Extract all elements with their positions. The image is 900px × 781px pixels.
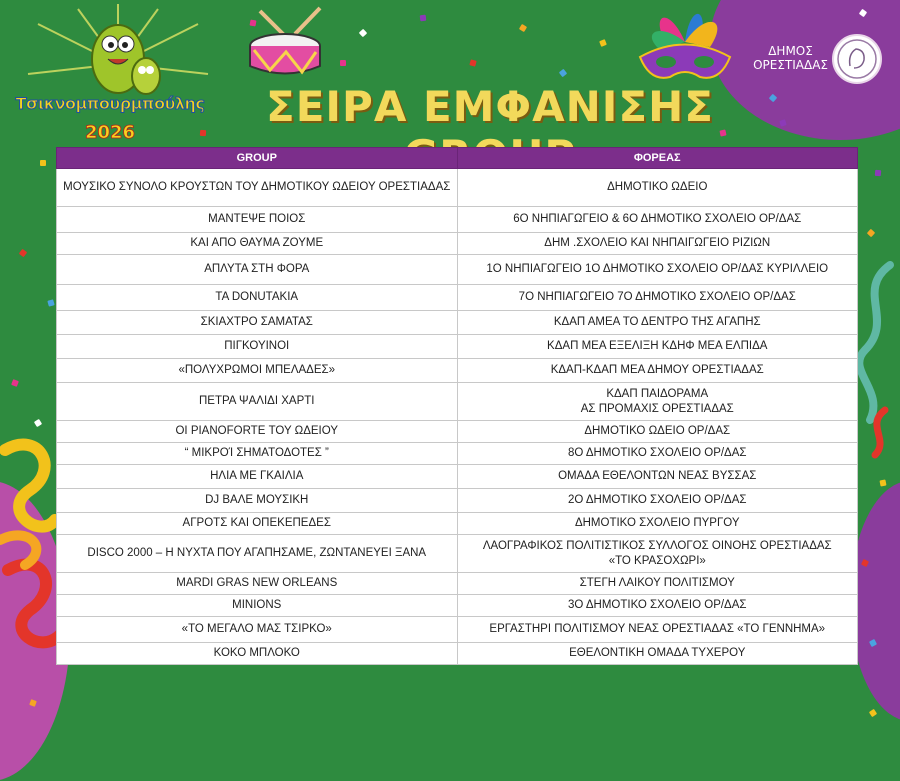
cell-group-name: DISCO 2000 – Η ΝΥΧΤΑ ΠΟΥ ΑΓΑΠΗΣΑΜΕ, ΖΩΝΤΑΝΕΥΕΙ ΞΑΝΑ (57, 535, 458, 573)
confetti-piece (34, 419, 42, 427)
cell-group-name: MARDI GRAS NEW ORLEANS (57, 573, 458, 595)
cell-organization: ΔΗΜΟΤΙΚΟ ΣΧΟΛΕΙΟ ΠΥΡΓΟΥ (457, 513, 858, 535)
confetti-piece (11, 379, 19, 387)
brand-logo-text: Τσικνομπουρμπούλης (15, 94, 205, 113)
table-row (57, 421, 858, 443)
confetti-piece (47, 299, 54, 306)
cell-organization: 8Ο ΔΗΜΟΤΙΚΟ ΣΧΟΛΕΙΟ ΟΡ/ΔΑΣ (457, 443, 858, 465)
cell-organization: ΕΡΓΑΣΤΗΡΙ ΠΟΛΙΤΙΣΜΟΥ ΝΕΑΣ ΟΡΕΣΤΙΑΔΑΣ «ΤΟ ΓΕΝΝΗΜΑ» (457, 617, 858, 643)
cell-group-name: «ΤΟ ΜΕΓΑΛΟ ΜΑΣ ΤΣΙΡΚΟ» (57, 617, 458, 643)
table-row (57, 169, 858, 207)
table-row (57, 513, 858, 535)
table-row (57, 465, 858, 489)
cell-group-name: ΑΠΛΥΤΑ ΣΤΗ ΦΟΡΑ (57, 255, 458, 285)
confetti-piece (40, 160, 46, 166)
confetti-piece (420, 15, 427, 22)
drum-icon (240, 6, 330, 81)
cell-group-name: ΠΕΤΡΑ ΨΑΛΙΔΙ ΧΑΡΤΙ (57, 383, 458, 421)
page-title: ΣΕΙΡΑ ΕΜΦΑΝΙΣΗΣ (266, 82, 714, 131)
cell-organization: ΔΗΜΟΤΙΚΟ ΩΔΕΙΟ (457, 169, 858, 207)
table-row (57, 359, 858, 383)
cell-group-name: ΑΓΡΟΤΣ ΚΑΙ ΟΠΕΚΕΠΕΔΕΣ (57, 513, 458, 535)
cell-group-name: MINIONS (57, 595, 458, 617)
confetti-piece (19, 249, 27, 257)
confetti-piece (599, 39, 607, 47)
cell-organization: ΚΔΑΠ-ΚΔΑΠ ΜΕΑ ΔΗΜΟΥ ΟΡΕΣΤΙΑΔΑΣ (457, 359, 858, 383)
cell-group-name: «ΠΟΛΥΧΡΩΜΟΙ ΜΠΕΛΑΔΕΣ» (57, 359, 458, 383)
table-row (57, 617, 858, 643)
cell-group-name: DJ ΒΑΛΕ ΜΟΥΣΙΚΗ (57, 489, 458, 513)
confetti-piece (340, 60, 346, 66)
cell-organization: ΚΔΑΠ ΠΑΙΔΟΡΑΜΑ ΑΣ ΠΡΟΜΑΧΙΣ ΟΡΕΣΤΙΑΔΑΣ (457, 383, 858, 421)
cell-organization: ΕΘΕΛΟΝΤΙΚΗ ΟΜΑΔΑ ΤΥΧΕΡΟΥ (457, 643, 858, 665)
confetti-piece (359, 29, 367, 37)
cell-organization: 3Ο ΔΗΜΟΤΙΚΟ ΣΧΟΛΕΙΟ ΟΡ/ΔΑΣ (457, 595, 858, 617)
cell-group-name: ΤΑ DONUTAKIA (57, 285, 458, 311)
confetti-piece (869, 709, 877, 717)
table-row (57, 595, 858, 617)
cell-organization: 2Ο ΔΗΜΟΤΙΚΟ ΣΧΟΛΕΙΟ ΟΡ/ΔΑΣ (457, 489, 858, 513)
table-row (57, 207, 858, 233)
schedule-table-container (56, 147, 858, 665)
confetti-piece (875, 170, 882, 177)
cell-group-name: ΚΑΙ ΑΠΟ ΘΑΥΜΑ ΖΟΥΜΕ (57, 233, 458, 255)
brand-logo-year: 2026 (84, 122, 136, 143)
column-header-group: GROUP (57, 148, 458, 169)
cell-organization: ΚΔΑΠ ΑΜΕΑ ΤΟ ΔΕΝΤΡΟ ΤΗΣ ΑΓΑΠΗΣ (457, 311, 858, 335)
cell-organization: ΔΗΜ .ΣΧΟΛΕΙΟ ΚΑΙ ΝΗΠΑΙΓΩΓΕΙΟ ΡΙΖΙΩΝ (457, 233, 858, 255)
table-header-row (57, 148, 858, 169)
confetti-piece (867, 229, 875, 237)
table-row (57, 573, 858, 595)
table-body (57, 169, 858, 665)
cell-organization: ΔΗΜΟΤΙΚΟ ΩΔΕΙΟ ΟΡ/ΔΑΣ (457, 421, 858, 443)
table-row (57, 643, 858, 665)
table-row (57, 535, 858, 573)
cell-group-name: ΗΛΙΑ ΜΕ ΓΚΑΙΛΙΑ (57, 465, 458, 489)
confetti-piece (519, 24, 527, 32)
carnival-mask-icon (630, 2, 740, 92)
cell-organization: ΚΔΑΠ ΜΕΑ ΕΞΕΛΙΞΗ ΚΔΗΦ ΜΕΑ ΕΛΠΙΔΑ (457, 335, 858, 359)
cell-group-name: “ ΜΙΚΡΟΊ ΣΗΜΑΤΟΔΟΤΕΣ ” (57, 443, 458, 465)
cell-group-name: ΚΟΚΟ ΜΠΛΟΚΟ (57, 643, 458, 665)
cell-organization: 1Ο ΝΗΠΙΑΓΩΓΕΙΟ 1Ο ΔΗΜΟΤΙΚΟ ΣΧΟΛΕΙΟ ΟΡ/ΔΑΣ ΚΥΡΙΛΛΕΙΟ (457, 255, 858, 285)
cell-group-name: ΜΟΥΣΙΚΟ ΣΥΝΟΛΟ ΚΡΟΥΣΤΩΝ ΤΟΥ ΔΗΜΟΤΙΚΟΥ ΩΔΕΙΟΥ ΟΡΕΣΤΙΑΔΑΣ (57, 169, 458, 207)
cell-organization: ΛΑΟΓΡΑΦΙΚΟΣ ΠΟΛΙΤΙΣΤΙΚΟΣ ΣΥΛΛΟΓΟΣ ΟΙΝΟΗΣ ΟΡΕΣΤΙΑΔΑΣ «ΤΟ ΚΡΑΣΟΧΩΡΙ» (457, 535, 858, 573)
cell-organization: ΟΜΑΔΑ ΕΘΕΛΟΝΤΩΝ ΝΕΑΣ ΒΥΣΣΑΣ (457, 465, 858, 489)
schedule-table (56, 147, 858, 665)
municipality-name (753, 44, 828, 72)
table-row (57, 255, 858, 285)
cell-organization: ΣΤΕΓΗ ΛΑΙΚΟΥ ΠΟΛΙΤΙΣΜΟΥ (457, 573, 858, 595)
cell-group-name: ΜΑΝΤΕΨΕ ΠΟΙΟΣ (57, 207, 458, 233)
table-row (57, 233, 858, 255)
cell-group-name: ΠΙΓΚΟΥΙΝΟΙ (57, 335, 458, 359)
table-row (57, 489, 858, 513)
municipality-line-1: ΔΗΜΟΣ (768, 44, 813, 58)
cell-group-name: ΣΚΙΑΧΤΡΟ ΣΑΜΑΤΑΣ (57, 311, 458, 335)
table-row (57, 311, 858, 335)
table-row (57, 285, 858, 311)
column-header-organization: ΦΟΡΕΑΣ (457, 148, 858, 169)
cell-organization: 6Ο ΝΗΠΙΑΓΩΓΕΙΟ & 6Ο ΔΗΜΟΤΙΚΟ ΣΧΟΛΕΙΟ ΟΡ/ΔΑΣ (457, 207, 858, 233)
cell-group-name: ΟΙ PIANOFORTE ΤΟΥ ΩΔΕΙΟΥ (57, 421, 458, 443)
confetti-piece (469, 59, 476, 66)
table-row (57, 383, 858, 421)
table-row (57, 443, 858, 465)
confetti-piece (879, 479, 886, 486)
table-row (57, 335, 858, 359)
cell-organization: 7Ο ΝΗΠΙΑΓΩΓΕΙΟ 7Ο ΔΗΜΟΤΙΚΟ ΣΧΟΛΕΙΟ ΟΡ/ΔΑΣ (457, 285, 858, 311)
confetti-piece (559, 69, 567, 77)
municipality-seal-icon (832, 34, 882, 84)
municipality-line-2: ΟΡΕΣΤΙΑΔΑΣ (753, 58, 828, 72)
